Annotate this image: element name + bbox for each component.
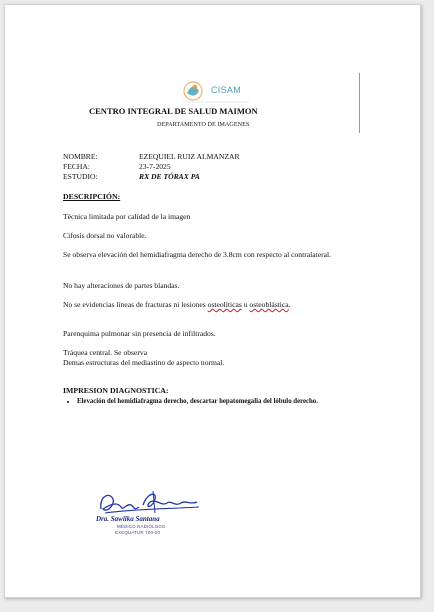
impression-heading: IMPRESION DIAGNOSTICA: <box>63 386 169 395</box>
paragraph-text: . <box>288 300 291 309</box>
organization-title: CENTRO INTEGRAL DE SALUD MAIMON <box>89 106 258 116</box>
description-paragraph-line: Tráquea central. Se observa <box>63 348 148 357</box>
description-paragraph-line: Demas estructuras del mediastino de aspecto normal. <box>63 358 225 367</box>
spellcheck-word: osteoblástica <box>249 300 289 309</box>
description-paragraph: Parenquima pulmonar sin presencia de infiltrados. <box>63 329 216 338</box>
impression-item: • Elevación del hemidiafragma derecho, descartar hepatomegalia del lóbulo derecho. <box>77 397 382 406</box>
paragraph-text: u <box>241 300 250 309</box>
description-paragraph: Se observa elevación del hemidiafragma derecho de 3.8cm con respecto al contralateral. <box>63 250 331 259</box>
description-heading: DESCRIPCIÓN: <box>63 192 121 201</box>
name-label: NOMBRE: <box>63 152 98 161</box>
description-paragraph: Cifosis dorsal no valorable. <box>63 231 147 240</box>
description-paragraph: No hay alteraciones de partes blandas. <box>63 281 180 290</box>
signature-title: MÉDICO RADIÓLOGO <box>117 524 166 529</box>
impression-list <box>63 397 382 406</box>
logo-text: CISAM <box>211 85 242 95</box>
signature-name: Dra. Sawilka Santana <box>96 515 160 523</box>
description-paragraph: Técnica limitada por calidad de la imagen <box>63 212 191 221</box>
study-value: RX DE TÓRAX PA <box>139 172 200 181</box>
vertical-divider <box>359 73 360 133</box>
signature-exequatur: EXEQUATUR 700-20 <box>115 530 161 535</box>
date-value: 23-7-2025 <box>139 162 171 171</box>
date-label: FECHA: <box>63 162 91 171</box>
description-paragraph <box>63 300 353 310</box>
study-label: ESTUDIO: <box>63 172 98 181</box>
name-value: EZEQUIEL RUIZ ALMANZAR <box>139 152 240 161</box>
spellcheck-word: osteolíticas <box>207 300 242 309</box>
paragraph-text: No se evidencias líneas de fracturas ni lesiones <box>63 300 208 309</box>
document-page <box>4 4 421 598</box>
department-name: DEPARTAMENTO DE IMAGENES <box>157 121 250 128</box>
